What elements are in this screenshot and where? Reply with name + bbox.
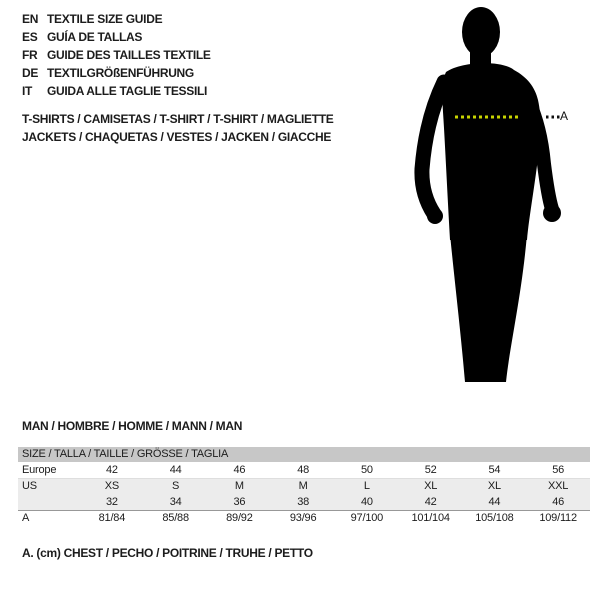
table-cell: 85/88	[162, 512, 189, 524]
language-list	[22, 10, 211, 100]
category-list	[22, 110, 334, 146]
table-cell: 54	[488, 464, 501, 476]
table-cell: 42	[105, 464, 118, 476]
language-row-fr	[22, 46, 211, 64]
language-label: GUÍA DE TALLAS	[47, 30, 143, 44]
table-cell: 50	[360, 464, 373, 476]
table-cell: 36	[233, 496, 246, 508]
language-row-de	[22, 64, 211, 82]
table-cell: 56	[552, 464, 565, 476]
row-label: US	[22, 480, 37, 492]
language-code: FR	[22, 48, 38, 62]
table-cell: L	[363, 480, 370, 492]
table-cell: 93/96	[289, 512, 317, 524]
language-row-it	[22, 82, 211, 100]
table-cell: 109/112	[539, 512, 577, 524]
man-silhouette-graphic	[410, 4, 570, 390]
table-cell: XL	[424, 480, 438, 492]
language-row-en	[22, 10, 211, 28]
section-title-man: MAN / HOMBRE / HOMME / MANN / MAN	[22, 419, 243, 433]
language-label: GUIDE DES TAILLES TEXTILE	[47, 48, 211, 62]
table-cell: 44	[488, 496, 501, 508]
measure-a-label: A	[560, 109, 569, 123]
language-label: GUIDA ALLE TAGLIE TESSILI	[47, 84, 208, 98]
language-code: EN	[22, 12, 39, 26]
table-cell: 46	[233, 464, 246, 476]
table-row-us	[18, 478, 590, 494]
table-row-chest-a	[18, 510, 590, 526]
table-cell: 42	[424, 496, 437, 508]
table-cell: 34	[169, 496, 182, 508]
table-cell: 89/92	[226, 512, 253, 524]
table-cell: 105/108	[475, 512, 514, 524]
table-cell: XXL	[548, 480, 569, 492]
chest-footnote: A. (cm) CHEST / PECHO / POITRINE / TRUHE / PETTO	[22, 546, 313, 560]
language-code: ES	[22, 30, 38, 44]
category-tshirts: T-SHIRTS / CAMISETAS / T-SHIRT / T-SHIRT / MAGLIETTE	[22, 112, 334, 126]
size-table	[18, 447, 590, 526]
table-cell: 52	[424, 464, 437, 476]
language-code: DE	[22, 66, 39, 80]
table-cell: 38	[297, 496, 310, 508]
category-jackets: JACKETS / CHAQUETAS / VESTES / JACKEN / GIACCHE	[22, 130, 332, 144]
language-label: TEXTILGRÖßENFÜHRUNG	[47, 66, 194, 80]
language-row-es	[22, 28, 211, 46]
table-row-europe	[18, 462, 590, 478]
table-cell: 40	[360, 496, 373, 508]
row-label: A	[22, 512, 30, 524]
language-label: TEXTILE SIZE GUIDE	[47, 12, 163, 26]
table-cell: 44	[169, 464, 182, 476]
row-label: Europe	[22, 464, 57, 476]
table-cell: 81/84	[98, 512, 126, 524]
table-cell: XS	[104, 480, 120, 492]
table-cell: M	[234, 480, 244, 492]
language-code: IT	[22, 84, 33, 98]
size-table-header: SIZE / TALLA / TAILLE / GRÖSSE / TAGLIA	[18, 447, 590, 462]
man-silhouette-figure	[410, 4, 600, 390]
table-cell: 101/104	[411, 512, 450, 524]
table-cell: 48	[297, 464, 310, 476]
table-cell: S	[172, 480, 180, 492]
table-cell: M	[298, 480, 308, 492]
table-cell: 97/100	[350, 512, 384, 524]
table-cell: 32	[105, 496, 118, 508]
table-cell: 46	[552, 496, 565, 508]
table-cell: XL	[487, 480, 501, 492]
silhouette-shape	[422, 7, 561, 382]
table-row-numeric	[18, 494, 590, 510]
row-label	[18, 494, 80, 510]
